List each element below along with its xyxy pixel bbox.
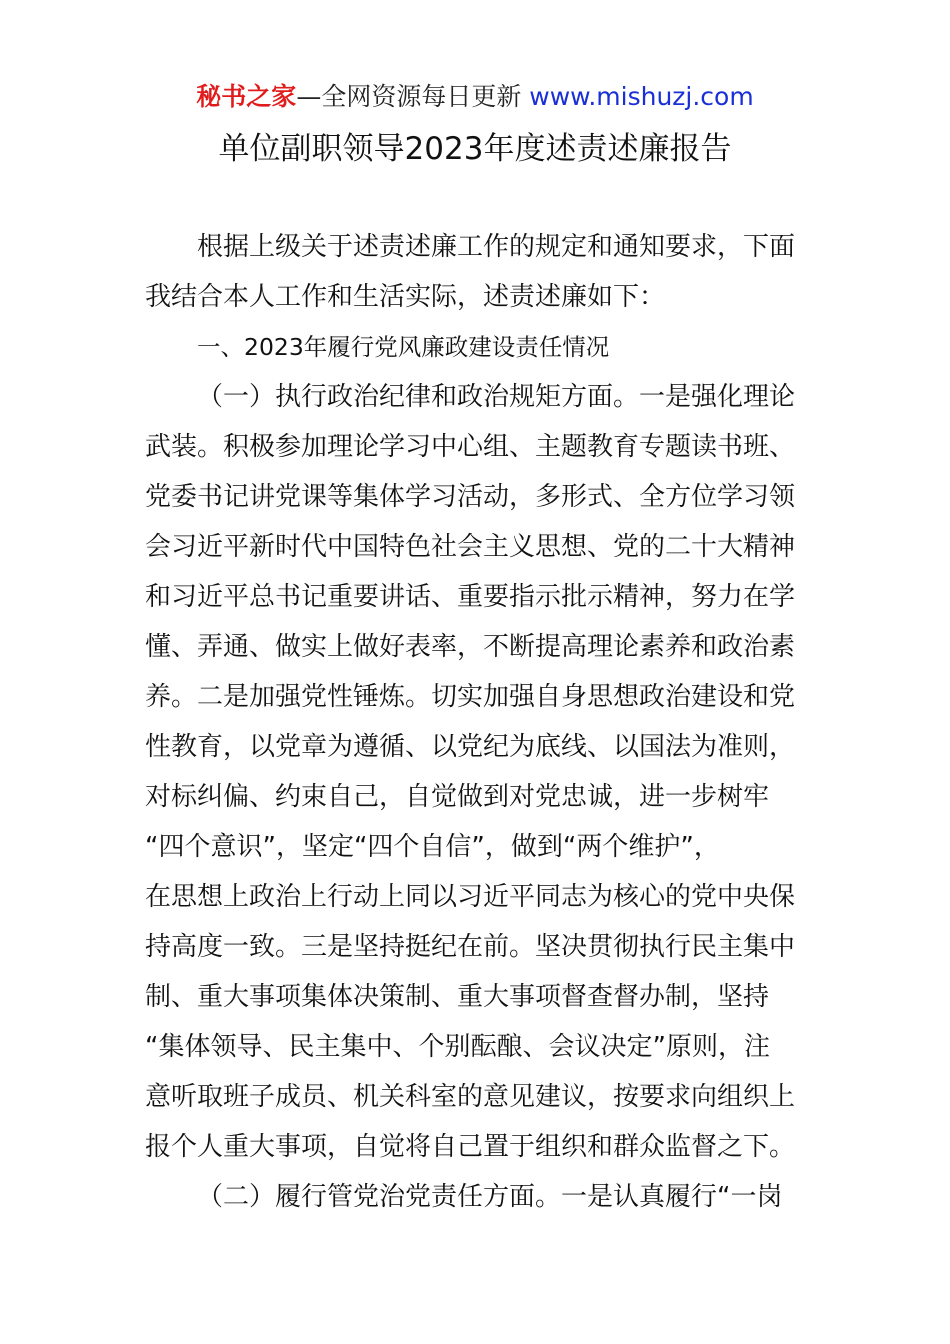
paragraph-line: 报个人重大事项，自觉将自己置于组织和群众监督之下。 <box>145 1132 796 1162</box>
paragraph-line: 制、重大事项集体决策制、重大事项督查督办制，坚持 <box>145 982 770 1012</box>
site-brand: 秘书之家 <box>196 82 297 111</box>
site-tagline: —全网资源每日更新 <box>296 82 522 111</box>
paragraph-line: 性教育，以党章为遵循、以党纪为底线、以国法为准则， <box>145 732 796 762</box>
paragraph-line: 持高度一致。三是坚持挺纪在前。坚决贯彻执行民主集中 <box>145 932 796 962</box>
paragraph-line: “四个意识”，坚定“四个自信”，做到“两个维护”， <box>145 832 720 862</box>
paragraph-line: 在思想上政治上行动上同以习近平同志为核心的党中央保 <box>145 882 796 912</box>
paragraph-line: 根据上级关于述责述廉工作的规定和通知要求，下面 <box>197 232 796 262</box>
paragraph-line: “集体领导、民主集中、个别酝酿、会议决定”原则，注 <box>145 1032 770 1062</box>
paragraph-line: 养。二是加强党性锤炼。切实加强自身思想政治建设和党 <box>145 682 796 712</box>
paragraph-line: 党委书记讲党课等集体学习活动，多形式、全方位学习领 <box>145 482 796 512</box>
paragraph-line: 会习近平新时代中国特色社会主义思想、党的二十大精神 <box>145 532 796 562</box>
paragraph-line: 和习近平总书记重要讲话、重要指示批示精神，努力在学 <box>145 582 796 612</box>
section-heading: 一、2023年履行党风廉政建设责任情况 <box>197 333 610 361</box>
paragraph-line: 我结合本人工作和生活实际，述责述廉如下： <box>145 282 666 312</box>
paragraph-line: 意听取班子成员、机关科室的意见建议，按要求向组织上 <box>145 1082 796 1112</box>
paragraph-line: 对标纠偏、约束自己，自觉做到对党忠诚，进一步树牢 <box>145 782 770 812</box>
document-body <box>145 227 807 1227</box>
document-title: 单位副职领导2023年度述责述廉报告 <box>218 131 732 167</box>
paragraph-line: （二）履行管党治党责任方面。一是认真履行“一岗 <box>197 1182 783 1212</box>
paragraph-line: 懂、弄通、做实上做好表率，不断提高理论素养和政治素 <box>145 632 796 662</box>
site-url-link[interactable]: www.mishuzj.com <box>529 82 754 111</box>
paragraph-line: （一）执行政治纪律和政治规矩方面。一是强化理论 <box>197 382 796 412</box>
paragraph-line: 武装。积极参加理论学习中心组、主题教育专题读书班、 <box>145 432 796 462</box>
site-header <box>0 80 950 114</box>
